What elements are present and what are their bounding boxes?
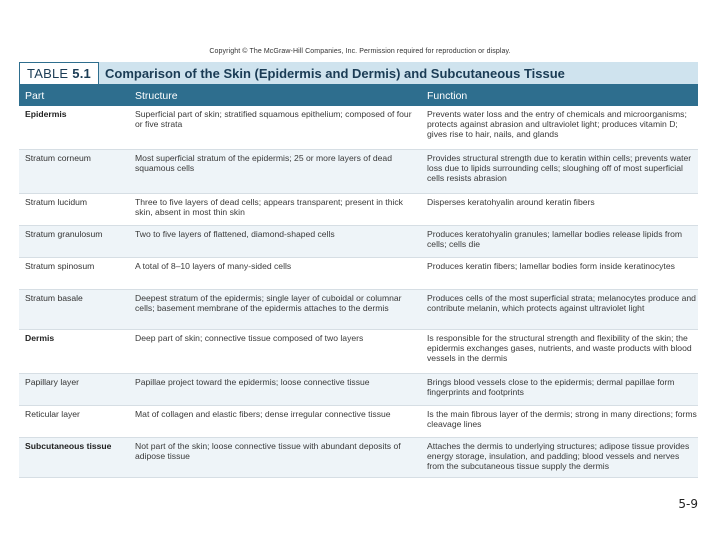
table-title-bar (19, 62, 698, 86)
function-cell: Disperses keratohyalin around keratin fibers (427, 197, 595, 207)
part-cell: Dermis (25, 333, 55, 343)
structure-cell: Deepest stratum of the epidermis; single layer of cuboidal or columnar cells; basement membrane of the epidermis attaches to the dermis (135, 293, 402, 314)
structure-cell: Three to five layers of dead cells; appears transparent; present in thick skin, absent in most thin skin (135, 197, 403, 218)
structure-cell: A total of 8–10 layers of many-sided cells (135, 261, 292, 271)
table-label-number: 5.1 (72, 66, 91, 81)
table-header-row (19, 86, 698, 106)
table-row (19, 330, 698, 374)
table-row (19, 258, 698, 290)
part-cell: Stratum corneum (25, 153, 91, 163)
function-cell: Produces keratohyalin granules; lamellar bodies release lipids from cells; cells die (427, 229, 683, 250)
table-row (19, 106, 698, 150)
function-cell: Provides structural strength due to keratin within cells; prevents water loss due to lipids surrounding cells; sloughing off of most superficial cells resists abrasion (427, 153, 692, 184)
function-cell: Is responsible for the structural strength and flexibility of the skin; the epidermis exchanges gases, nutrients, and waste products with blood vessels in the dermis (427, 333, 692, 364)
table-row (19, 438, 698, 478)
table-row (19, 194, 698, 226)
function-cell: Produces keratin fibers; lamellar bodies form inside keratinocytes (427, 261, 675, 271)
table-row (19, 406, 698, 438)
table-label (19, 62, 99, 84)
table-row (19, 150, 698, 194)
function-cell: Produces cells of the most superficial strata; melanocytes produce and contribute melanin, which protects against ultraviolet light (427, 293, 696, 314)
structure-cell: Deep part of skin; connective tissue composed of two layers (135, 333, 364, 343)
header-function: Function (427, 90, 468, 102)
function-cell: Is the main fibrous layer of the dermis; strong in many directions; forms cleavage lines (427, 409, 697, 430)
structure-cell: Not part of the skin; loose connective tissue with abundant deposits of adipose tissue (135, 441, 401, 462)
part-cell: Epidermis (25, 109, 67, 119)
table-row (19, 290, 698, 330)
part-cell: Stratum basale (25, 293, 83, 303)
table-row (19, 374, 698, 406)
table-title: Comparison of the Skin (Epidermis and Dermis) and Subcutaneous Tissue (99, 62, 698, 84)
structure-cell: Papillae project toward the epidermis; loose connective tissue (135, 377, 370, 387)
page-number: 5-9 (678, 497, 698, 511)
part-cell: Reticular layer (25, 409, 80, 419)
structure-cell: Most superficial stratum of the epidermis; 25 or more layers of dead squamous cells (135, 153, 392, 174)
part-cell: Stratum lucidum (25, 197, 88, 207)
table-body (19, 106, 698, 478)
function-cell: Prevents water loss and the entry of chemicals and microorganisms; protects against abrasion and ultraviolet light; produces vitamin D; gives rise to hair, nails, and glands (427, 109, 687, 140)
function-cell: Attaches the dermis to underlying structures; adipose tissue provides energy storage, insulation, and padding; blood vessels and nerves from the subcutaneous tissue supply the dermis (427, 441, 690, 472)
header-part: Part (25, 90, 45, 102)
part-cell: Stratum granulosum (25, 229, 103, 239)
comparison-table (19, 62, 698, 490)
function-cell: Brings blood vessels close to the epidermis; dermal papillae form fingerprints and footprints (427, 377, 675, 398)
part-cell: Papillary layer (25, 377, 79, 387)
structure-cell: Mat of collagen and elastic fibers; dense irregular connective tissue (135, 409, 391, 419)
header-structure: Structure (135, 90, 178, 102)
part-cell: Stratum spinosum (25, 261, 95, 271)
table-row (19, 226, 698, 258)
structure-cell: Superficial part of skin; stratified squamous epithelium; composed of four or five strata (135, 109, 412, 130)
copyright-notice: Copyright © The McGraw-Hill Companies, Inc. Permission required for reproduction or display. (209, 48, 511, 55)
part-cell: Subcutaneous tissue (25, 441, 112, 451)
structure-cell: Two to five layers of flattened, diamond-shaped cells (135, 229, 335, 239)
table-label-word: TABLE (27, 66, 69, 81)
